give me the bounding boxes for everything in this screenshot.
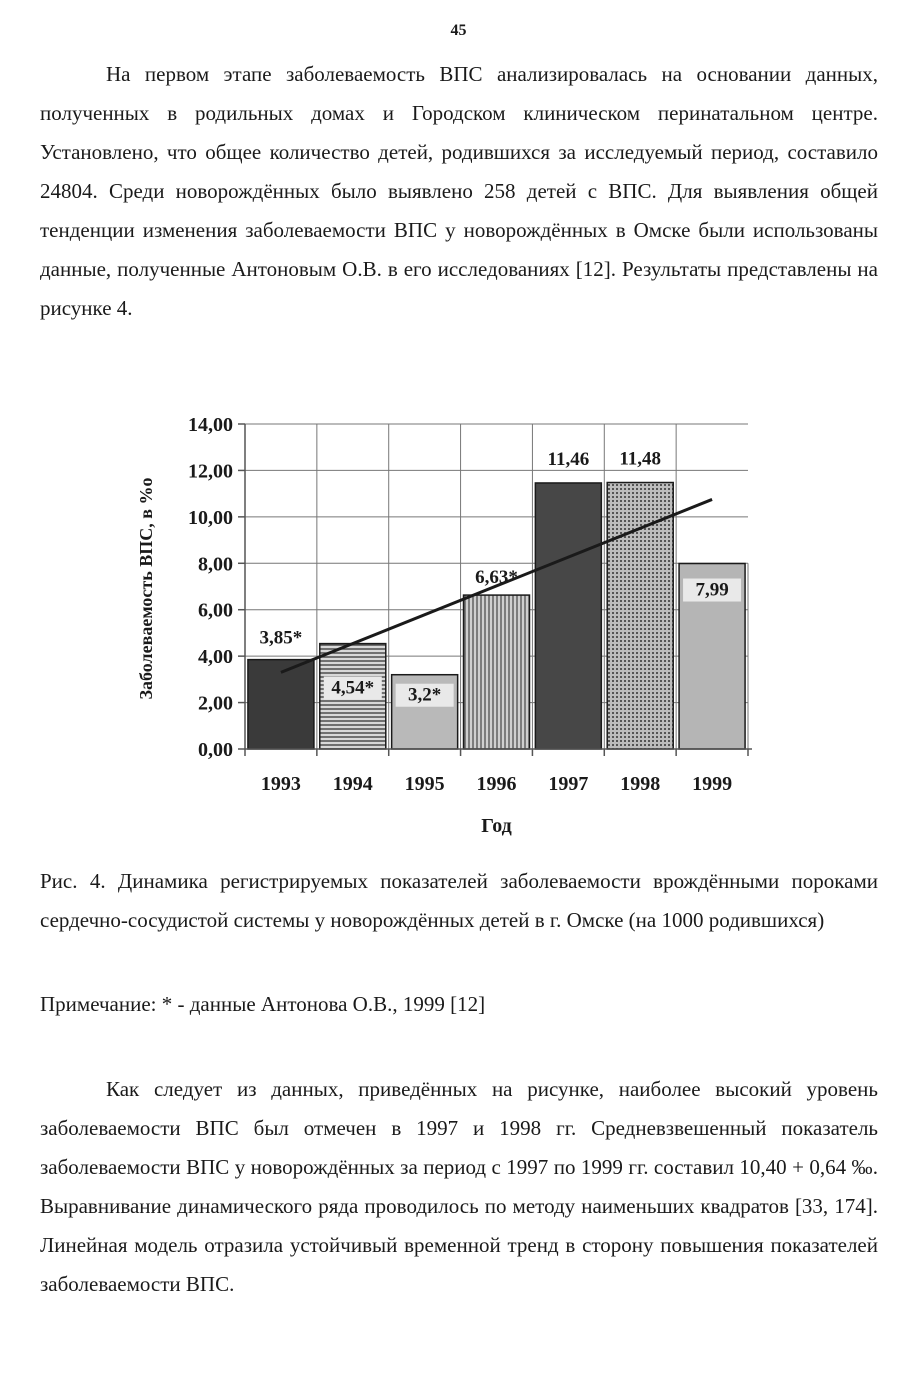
bar-1996 xyxy=(464,595,530,749)
x-tick-label: 1993 xyxy=(260,773,301,795)
data-label-1996: 6,63* xyxy=(475,567,518,589)
x-tick-label: 1999 xyxy=(692,773,733,795)
data-label-1998: 11,48 xyxy=(619,448,662,470)
y-tick-label: 4,00 xyxy=(198,646,233,669)
y-tick-label: 0,00 xyxy=(198,739,233,761)
x-axis-title: Год xyxy=(481,815,512,837)
x-tick-label: 1997 xyxy=(548,773,589,795)
bar-1998 xyxy=(607,483,673,750)
x-tick-label: 1998 xyxy=(620,773,661,795)
body-paragraph-2: Как следует из данных, приведённых на рисунке, наиболее высокий уровень заболеваемости ВПС был отмечен в 1997 и 1998 гг. Средневзвешенный показатель заболеваемости ВПС у новорождённых за период с 1997 по 1999 гг. составил 10,40 + 0,64 ‰. Выравнивание динамического ряда проводилось по методу наименьших квадратов [33, 174]. Линейная модель отразила устойчивый временной тренд в сторону повышения показателей заболеваемости ВПС. xyxy=(40,1077,878,1296)
page-number: 45 xyxy=(450,22,467,39)
x-tick-label: 1994 xyxy=(332,773,373,795)
bar-1993 xyxy=(248,660,314,749)
x-axis-tick-labels xyxy=(245,749,748,795)
y-tick-label: 14,00 xyxy=(188,414,233,436)
y-tick-label: 12,00 xyxy=(188,460,233,483)
y-tick-label: 10,00 xyxy=(188,506,233,529)
y-axis-title: Заболеваемость ВПС, в %о xyxy=(136,477,156,700)
y-axis-tick-labels xyxy=(188,414,245,761)
bar-1997 xyxy=(535,483,601,749)
data-label-1999: 7,99 xyxy=(695,579,729,601)
data-label-1994: 4,54* xyxy=(331,677,375,699)
y-tick-label: 2,00 xyxy=(198,692,233,715)
data-label-1993: 3,85* xyxy=(259,627,303,649)
y-tick-label: 8,00 xyxy=(198,553,233,576)
x-tick-label: 1996 xyxy=(476,773,517,795)
body-paragraph-1: На первом этапе заболеваемость ВПС анализировалась на основании данных, полученных в родильных домах и Городском клиническом перинатальном центре. Установлено, что общее количество детей, родившихся за исследуемый период, составило 24804. Среди новорождённых было выявлено 258 детей с ВПС. Для выявления общей тенденции изменения заболеваемости ВПС у новорождённых в Омске были использованы данные, полученные Антоновым О.В. в его исследованиях [12]. Результаты представлены на рисунке 4. xyxy=(40,62,878,320)
chart-bars xyxy=(248,483,745,750)
y-tick-label: 6,00 xyxy=(198,599,233,622)
figure-caption: Рис. 4. Динамика регистрируемых показателей заболеваемости врождёнными пороками сердечно-сосудистой системы у новорождённых детей в г. Омске (на 1000 родившихся) xyxy=(40,869,878,932)
incidence-bar-chart xyxy=(0,400,917,860)
data-label-1997: 11,46 xyxy=(547,448,590,470)
data-label-1995: 3,2* xyxy=(408,684,442,706)
x-tick-label: 1995 xyxy=(404,773,445,795)
figure-note: Примечание: * - данные Антонова О.В., 1999 [12] xyxy=(40,992,486,1016)
